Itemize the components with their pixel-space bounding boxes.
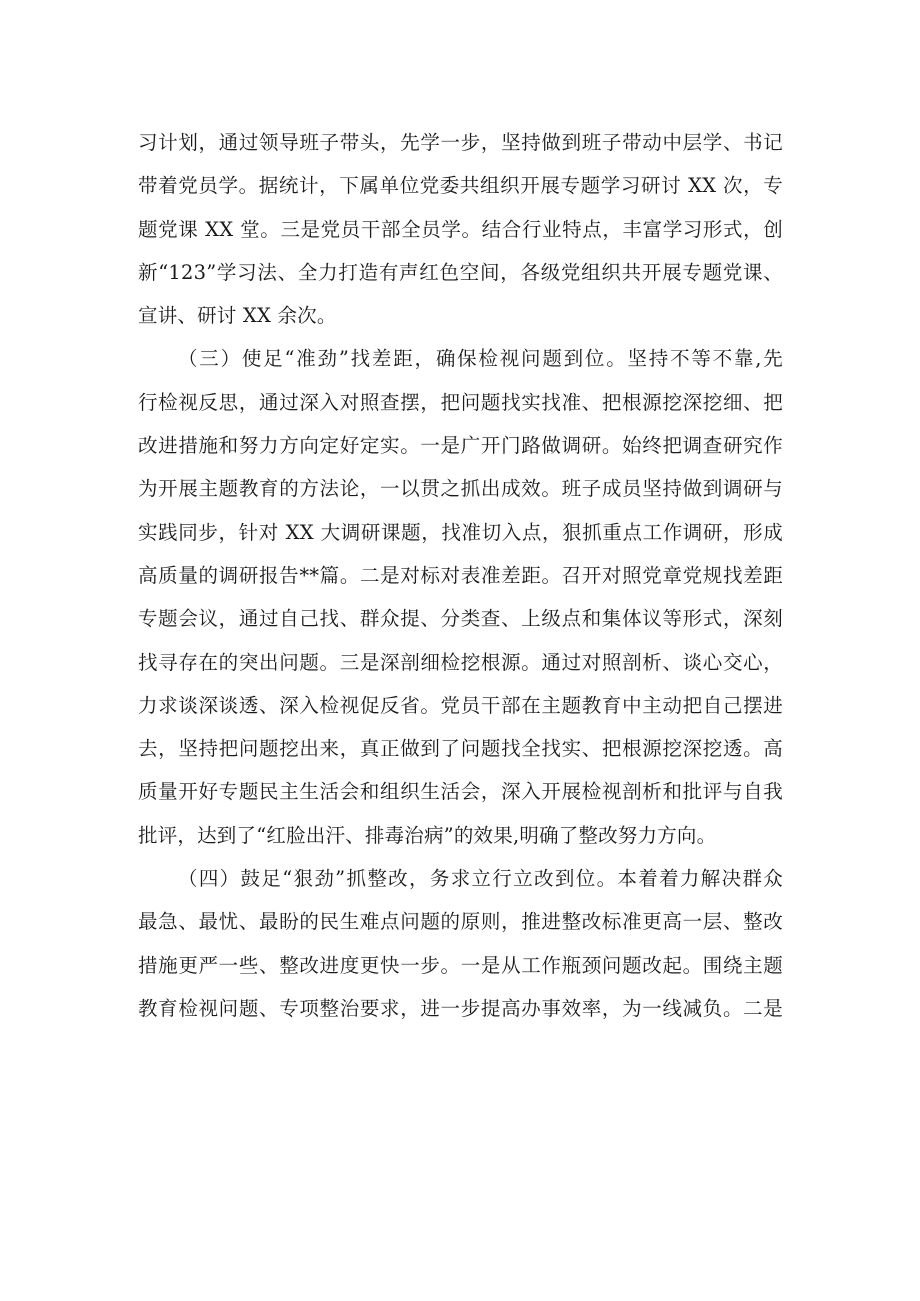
text-line: 习计划，通过领导班子带头，先学一步，坚持做到班子带动中层学、书记 (138, 131, 783, 154)
text-line: 改进措施和努力方向定好定实。一是广开门路做调研。始终把调查研究作 (138, 434, 783, 458)
text-line: 力求谈深谈透、深入检视促反省。党员干部在主题教育中主动把自己摆进 (138, 693, 783, 717)
text-line: 为开展主题教育的方法论，一以贯之抓出成效。班子成员坚持做到调研与 (138, 477, 783, 501)
text-line: 专题会议，通过自己找、群众提、分类查、上级点和集体议等形式，深刻 (138, 607, 783, 631)
text-line: 找寻存在的突出问题。三是深剖细检挖根源。通过对照剖析、谈心交心， (138, 650, 783, 674)
text-line: 措施更严一些、整改进度更快一步。一是从工作瓶颈问题改起。围绕主题 (138, 953, 783, 977)
text-line: 题党课 XX 堂。三是党员干部全员学。结合行业特点，丰富学习形式，创 (138, 217, 783, 241)
text-line: 批评，达到了“红脸出汗、排毒治病”的效果,明确了整改努力方向。 (138, 823, 717, 847)
section-heading-line: （四）鼓足“狠劲”抓整改，务求立行立改到位。本着着力解决群众 (178, 867, 783, 891)
body-text (138, 121, 783, 1030)
text-line: 质量开好专题民主生活会和组织生活会，深入开展检视剖析和批评与自我 (138, 780, 783, 804)
text-line: 教育检视问题、专项整治要求，进一步提高办事效率，为一线减负。二是 (138, 996, 783, 1020)
text-line: 带着党员学。据统计，下属单位党委共组织开展专题学习研讨 XX 次，专 (138, 174, 783, 198)
text-line: 最急、最忧、最盼的民生难点问题的原则，推进整改标准更高一层、整改 (138, 910, 783, 934)
text-line: 新“123”学习法、全力打造有声红色空间，各级党组织共开展专题党课、 (138, 260, 783, 284)
text-line: 行检视反思，通过深入对照查摆，把问题找实找准、把根源挖深挖细、把 (138, 390, 783, 414)
section-heading-line: （三）使足“准劲”找差距，确保检视问题到位。坚持不等不靠,先 (178, 347, 783, 371)
text-line: 去，坚持把问题挖出来，真正做到了问题找全找实、把根源挖深挖透。高 (138, 737, 783, 761)
text-line: 高质量的调研报告**篇。二是对标对表准差距。召开对照党章党规找差距 (138, 563, 783, 587)
text-line: 宣讲、研讨 XX 余次。 (138, 304, 337, 328)
text-line: 实践同步，针对 XX 大调研课题，找准切入点，狠抓重点工作调研，形成 (138, 520, 783, 544)
